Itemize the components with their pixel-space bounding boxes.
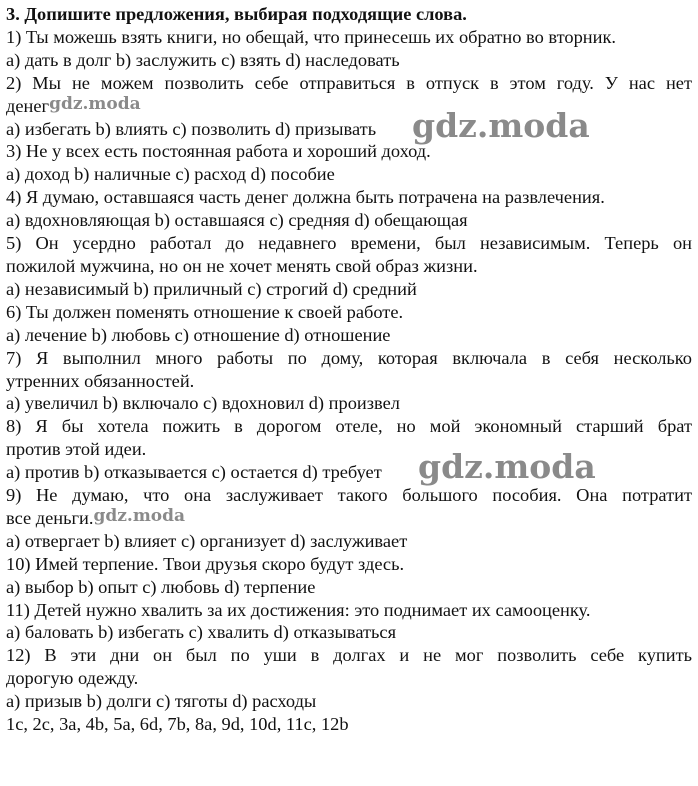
watermark: gdz.moda xyxy=(412,106,590,145)
options-3: a) доход b) наличные c) расход d) пособие xyxy=(6,164,335,185)
options-8: a) против b) отказывается c) остается d) требует xyxy=(6,462,382,483)
sentence-5-line-2: пожилой мужчина, но он не хочет менять свой образ жизни. xyxy=(6,255,478,276)
options-7: a) увеличил b) включало c) вдохновил d) произвел xyxy=(6,393,400,414)
watermark: gdz.moda xyxy=(93,505,186,526)
options-9: a) отвергает b) влияет c) организует d) заслуживает xyxy=(6,530,408,551)
answer-key: 1c, 2c, 3a, 4b, 5a, 6d, 7b, 8a, 9d, 10d, 11c, 12b xyxy=(6,714,349,735)
options-2: a) избегать b) влиять c) позволить d) призывать xyxy=(6,118,377,139)
sentence-4: 4) Я думаю, оставшаяся часть денег должна быть потрачена на развлечения. xyxy=(6,187,605,208)
sentence-10: 10) Имей терпение. Твои друзья скоро будут здесь. xyxy=(6,553,405,574)
sentence-2-text: денег xyxy=(6,95,50,116)
sentence-3: 3) Не у всех есть постоянная работа и хороший доход. xyxy=(6,141,431,162)
options-4: a) вдохновляющая b) оставшаяся c) средняя d) обещающая xyxy=(6,210,468,231)
watermark: gdz.moda xyxy=(49,93,141,114)
sentence-11: 11) Детей нужно хвалить за их достижения: это поднимает их самооценку. xyxy=(6,599,591,620)
options-12: a) призыв b) долги c) тяготы d) расходы xyxy=(6,691,317,712)
options-5: a) независимый b) приличный c) строгий d) средний xyxy=(6,278,417,299)
sentence-9-text: все деньги. xyxy=(6,507,94,528)
sentence-6: 6) Ты должен поменять отношение к своей работе. xyxy=(6,301,404,322)
sentence-5-line-1: 5) Он усердно работал до недавнего времени, был независимым. Теперь он xyxy=(6,233,692,254)
options-6: a) лечение b) любовь c) отношение d) отношение xyxy=(6,324,391,345)
sentence-2-line-1: 2) Мы не можем позволить себе отправиться в отпуск в этом году. У нас нет xyxy=(6,72,692,93)
sentence-8-line-1: 8) Я бы хотела пожить в дорогом отеле, но мой экономный старший брат xyxy=(6,416,692,437)
sentence-9-line-1: 9) Не думаю, что она заслуживает такого большого пособия. Она потратит xyxy=(6,485,692,506)
options-10: a) выбор b) опыт c) любовь d) терпение xyxy=(6,576,316,597)
sentence-7-line-2: утренних обязанностей. xyxy=(6,370,195,391)
options-1: a) дать в долг b) заслужить c) взять d) наследовать xyxy=(6,49,400,70)
sentence-7-line-1: 7) Я выполнил много работы по дому, которая включала в себя несколько xyxy=(6,347,692,368)
sentence-1: 1) Ты можешь взять книги, но обещай, что принесешь их обратно во вторник. xyxy=(6,26,617,47)
watermark: gdz.moda xyxy=(418,447,596,486)
sentence-12-line-2: дорогую одежду. xyxy=(6,668,139,689)
exercise-title: 3. Допишите предложения, выбирая подходящие слова. xyxy=(6,4,467,24)
options-11: a) баловать b) избегать c) хвалить d) отказываться xyxy=(6,622,397,643)
sentence-12-line-1: 12) В эти дни он был по уши в долгах и не мог позволить себе купить xyxy=(6,645,692,666)
sentence-9-line-2 xyxy=(6,507,692,530)
sentence-8-line-2: против этой идеи. xyxy=(6,439,147,460)
